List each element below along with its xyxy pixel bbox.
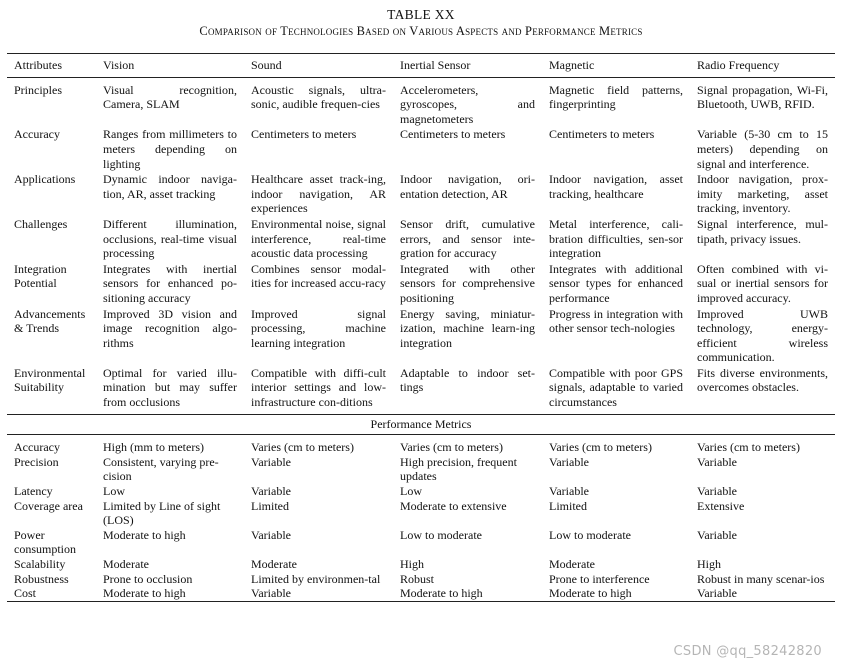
watermark-text: CSDN @qq_58242820 — [673, 644, 822, 659]
cell-sound: Healthcare asset track-ing, indoor navigation, AR experiences — [251, 172, 386, 216]
cell-radio: Variable — [690, 586, 835, 601]
cell-inertial: Adaptable to indoor set-tings — [400, 365, 535, 395]
cell-vision: Integrates with inertial sensors for enhanced po-sitioning accuracy — [103, 261, 237, 305]
cell-inertial: Indoor navigation, ori-entation detection, AR — [400, 172, 535, 201]
row-attribute: Accuracy — [14, 440, 60, 455]
cell-magnetic: Compatible with poor GPS signals, adaptable to varied circumstances — [549, 365, 683, 410]
cell-magnetic: Moderate — [549, 557, 595, 571]
cell-radio: Variable (5-30 cm to 15 meters) depending on signal and interference. — [697, 127, 828, 171]
cell-vision: Moderate — [103, 557, 149, 571]
cell-sound: Improved signal processing, machine learning integration — [251, 306, 386, 350]
cell-radio: High — [697, 557, 721, 571]
cell-magnetic: Variable — [549, 484, 589, 499]
cell-sound: Combines sensor modal-ities for increased accu-racy — [251, 261, 386, 291]
cell-sound: Variable — [251, 527, 291, 542]
aspect-row-advancements-trends — [7, 306, 835, 365]
cell-sound: Acoustic signals, ultra-sonic, audible frequen-cies — [251, 82, 386, 112]
cell-vision: Moderate to high — [96, 586, 244, 601]
aspect-row-accuracy — [7, 126, 835, 171]
cell-vision: Improved 3D vision and image recognition algo-rithms — [103, 306, 237, 350]
cell-inertial: Moderate to high — [393, 586, 542, 601]
metric-row-accuracy — [7, 435, 835, 455]
cell-inertial: Sensor drift, cumulative errors, and sensor inte-gration for accuracy — [400, 216, 535, 261]
cell-magnetic: Centimeters to meters — [549, 127, 655, 142]
cell-radio: Extensive — [697, 498, 745, 513]
row-attribute: Accuracy — [14, 127, 60, 142]
cell-sound: Centimeters to meters — [251, 127, 357, 142]
cell-radio: Variable — [697, 527, 737, 542]
cell-sound: Variable — [244, 586, 393, 601]
aspect-row-challenges — [7, 216, 835, 261]
cell-inertial: Centimeters to meters — [400, 127, 506, 142]
metric-row-latency — [7, 484, 835, 499]
cell-vision: High (mm to meters) — [103, 440, 204, 455]
cell-sound: Limited — [251, 498, 289, 513]
cell-magnetic: Low to moderate — [549, 527, 631, 542]
cell-inertial: Varies (cm to meters) — [400, 440, 503, 455]
cell-vision: Dynamic indoor naviga-tion, AR, asset tracking — [103, 172, 237, 201]
cell-radio: Improved UWB technology, energy-efficient wireless communication. — [697, 306, 828, 365]
aspect-row-principles — [7, 77, 835, 126]
cell-radio: Indoor navigation, prox-imity marketing, asset tracking, inventory. — [697, 172, 828, 216]
table-caption: Comparison of Technologies Based on Various Aspects and Performance Metrics — [199, 24, 643, 38]
header-attributes: Attributes — [7, 54, 96, 78]
row-attribute: Coverage area — [14, 498, 83, 513]
cell-radio: Often combined with vi-sual or inertial sensors for improved accuracy. — [697, 261, 828, 305]
performance-metrics-section-row — [7, 414, 835, 435]
row-attribute: Cost — [7, 586, 96, 601]
aspect-row-integration-potential — [7, 261, 835, 306]
metric-row-cost — [7, 586, 835, 601]
cell-magnetic: Moderate to high — [542, 586, 690, 601]
cell-inertial: Integrated with other sensors for comprehensive positioning — [400, 261, 535, 305]
comparison-table — [7, 53, 835, 602]
row-attribute: Scalability — [14, 557, 66, 571]
row-attribute: Challenges — [14, 216, 68, 231]
cell-sound: Variable — [251, 484, 291, 499]
cell-sound: Compatible with diffi-cult interior settings and low-infrastructure con-ditions — [251, 365, 386, 410]
cell-magnetic: Limited — [549, 498, 587, 513]
table-body — [7, 77, 835, 601]
cell-inertial: Energy saving, miniatur-ization, machine learn-ing integration — [400, 306, 535, 350]
cell-radio: Fits diverse environments, overcomes obstacles. — [697, 365, 828, 395]
cell-vision: Limited by Line of sight (LOS) — [103, 498, 221, 528]
cell-magnetic: Integrates with additional sensor types for enhanced performance — [549, 261, 683, 305]
cell-sound: Moderate — [251, 557, 297, 571]
metric-row-robustness — [7, 572, 835, 587]
row-attribute: Latency — [14, 484, 53, 499]
metric-row-coverage-area — [7, 499, 835, 528]
performance-metrics-heading: Performance Metrics — [7, 414, 835, 435]
cell-vision: Moderate to high — [103, 527, 186, 542]
cell-magnetic: Variable — [549, 454, 589, 469]
header-magnetic: Magnetic — [542, 54, 690, 78]
cell-vision: Consistent, varying pre-cision — [103, 454, 219, 484]
cell-magnetic: Progress in integration with other sensor tech-nologies — [549, 306, 683, 336]
row-attribute: Robustness — [14, 571, 69, 586]
row-attribute: Advancements & Trends — [14, 306, 86, 336]
cell-vision: Optimal for varied illu-mination but may suffer from occlusions — [103, 365, 237, 410]
cell-inertial: Moderate to extensive — [400, 498, 507, 513]
cell-inertial: Low — [400, 484, 422, 499]
cell-magnetic: Varies (cm to meters) — [549, 440, 652, 455]
header-vision: Vision — [96, 54, 244, 78]
header-sound: Sound — [244, 54, 393, 78]
table-header — [7, 54, 835, 78]
header-radio-frequency: Radio Frequency — [690, 54, 835, 78]
cell-vision: Visual recognition, Camera, SLAM — [103, 82, 237, 112]
row-attribute: Environmental Suitability — [14, 365, 86, 395]
row-attribute: Precision — [14, 454, 59, 469]
row-attribute: Power consumption — [14, 527, 76, 557]
header-inertial-sensor: Inertial Sensor — [393, 54, 542, 78]
cell-magnetic: Indoor navigation, asset tracking, healthcare — [549, 172, 683, 201]
cell-radio: Robust in many scenar-ios — [697, 571, 825, 586]
cell-magnetic: Metal interference, cali-bration difficulties, sen-sor integration — [549, 216, 683, 261]
cell-radio: Signal propagation, Wi-Fi, Bluetooth, UWB, RFID. — [697, 82, 828, 112]
row-attribute: Integration Potential — [14, 261, 67, 291]
aspect-row-environmental-suitability — [7, 365, 835, 414]
cell-inertial: High precision, frequent updates — [400, 454, 517, 484]
row-attribute: Applications — [14, 172, 76, 187]
cell-vision: Low — [103, 484, 125, 499]
cell-radio: Varies (cm to meters) — [697, 440, 800, 455]
cell-inertial: Robust — [400, 571, 435, 586]
cell-radio: Variable — [697, 454, 737, 469]
table-number: TABLE XX — [387, 7, 455, 22]
cell-sound: Limited by environmen-tal — [251, 571, 381, 586]
cell-inertial: High — [400, 557, 424, 571]
metric-row-scalability — [7, 557, 835, 572]
cell-radio: Signal interference, mul-tipath, privacy issues. — [697, 216, 828, 246]
header-row — [7, 54, 835, 78]
cell-sound: Environmental noise, signal interference, real-time acoustic data processing — [251, 216, 386, 261]
cell-inertial: Low to moderate — [400, 527, 482, 542]
cell-sound: Variable — [251, 454, 291, 469]
cell-vision: Prone to occlusion — [103, 571, 193, 586]
cell-radio: Variable — [697, 484, 737, 499]
cell-magnetic: Prone to interference — [549, 571, 650, 586]
aspect-row-applications — [7, 171, 835, 216]
cell-inertial: Accelerometers, gyroscopes, and magnetometers — [400, 82, 535, 126]
cell-vision: Different illumination, occlusions, real-time visual processing — [103, 216, 237, 261]
metric-row-precision — [7, 455, 835, 484]
cell-sound: Varies (cm to meters) — [251, 440, 354, 455]
cell-vision: Ranges from millimeters to meters depending on lighting — [103, 127, 237, 171]
cell-magnetic: Magnetic field patterns, fingerprinting — [549, 82, 683, 112]
metric-row-power-consumption — [7, 528, 835, 557]
row-attribute: Principles — [14, 82, 62, 97]
